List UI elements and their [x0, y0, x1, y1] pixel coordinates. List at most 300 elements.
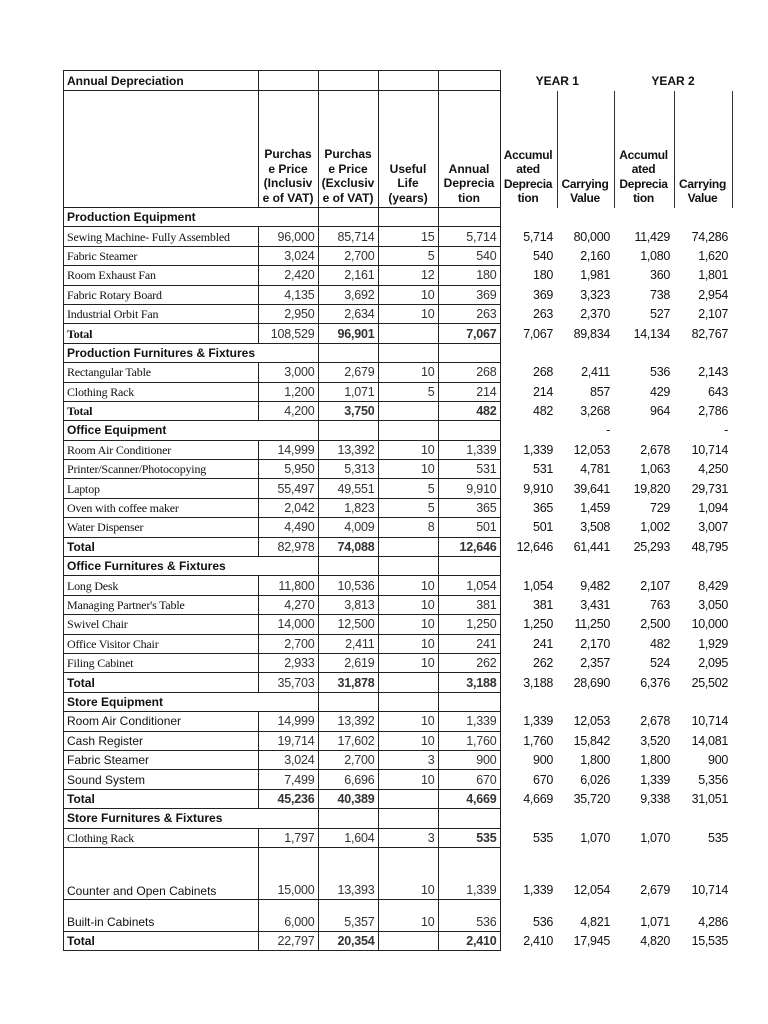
annual-depreciation: 369	[438, 285, 500, 304]
y1-accumulated-depreciation: 536	[533, 915, 554, 930]
useful-life: 10	[378, 304, 438, 323]
y2-carrying-value	[674, 557, 732, 576]
header-y1-accumulated-depreciation: Accumul ated Deprecia tion	[503, 147, 553, 205]
table-row-label: Oven with coffee maker	[64, 498, 259, 517]
table-row	[64, 899, 733, 931]
useful-life: 5	[378, 246, 438, 265]
total-row-label: Total	[64, 401, 259, 420]
section-header-label: Production Furnitures & Fixtures	[64, 343, 259, 362]
y1-carrying-value: 39,641	[573, 481, 611, 496]
purchase-price-excl-vat: 96,901	[318, 324, 378, 343]
table-row	[64, 304, 733, 323]
y1-carrying-value: 3,508	[580, 520, 611, 535]
table-row-label: Water Dispenser	[64, 518, 259, 537]
purchase-price-incl-vat: 3,024	[258, 246, 318, 265]
y1-accumulated-depreciation: 214	[533, 384, 554, 399]
annual-depreciation: 365	[438, 498, 500, 517]
y2-carrying-value: 31,051	[691, 791, 729, 806]
purchase-price-excl-vat	[318, 421, 378, 440]
table-row	[64, 828, 733, 847]
y1-carrying-value: 6,026	[580, 772, 611, 787]
table-row-label: Swivel Chair	[64, 615, 259, 634]
useful-life: 10	[378, 847, 438, 899]
purchase-price-excl-vat: 2,700	[318, 246, 378, 265]
y2-accumulated-depreciation: 524	[650, 656, 671, 671]
y1-carrying-value: 2,357	[580, 656, 611, 671]
header-y1-carrying-value: Carrying Value	[557, 91, 614, 208]
purchase-price-excl-vat: 12,500	[318, 615, 378, 634]
total-row-label: Total	[64, 673, 259, 692]
column-header-row	[64, 91, 733, 208]
y1-accumulated-depreciation: 381	[533, 598, 554, 612]
total-row-label: Total	[64, 324, 259, 343]
purchase-price-excl-vat: 17,602	[318, 731, 378, 750]
useful-life	[378, 557, 438, 576]
purchase-price-incl-vat: 35,703	[258, 673, 318, 692]
annual-depreciation: 4,669	[438, 789, 500, 808]
y2-carrying-value: 14,081	[691, 733, 729, 748]
useful-life	[378, 931, 438, 950]
y2-accumulated-depreciation: 738	[650, 287, 671, 302]
useful-life	[378, 537, 438, 556]
y1-accumulated-depreciation: 180	[533, 268, 554, 283]
section-header	[64, 421, 733, 440]
y2-accumulated-depreciation: 6,376	[640, 675, 671, 690]
purchase-price-excl-vat: 2,619	[318, 653, 378, 672]
y1-accumulated-depreciation: 1,339	[523, 442, 554, 457]
section-header	[64, 343, 733, 362]
y2-accumulated-depreciation	[614, 343, 674, 362]
purchase-price-incl-vat: 4,135	[258, 285, 318, 304]
y1-carrying-value: 17,945	[573, 934, 611, 949]
y1-carrying-value: 3,323	[580, 287, 611, 302]
annual-depreciation: 1,339	[438, 440, 500, 459]
purchase-price-incl-vat	[258, 692, 318, 711]
y1-carrying-value: 1,459	[580, 501, 611, 516]
y1-accumulated-depreciation	[500, 208, 557, 227]
y1-accumulated-depreciation	[500, 421, 557, 440]
purchase-price-excl-vat: 85,714	[318, 227, 378, 246]
table-row-label: Laptop	[64, 479, 259, 498]
y1-accumulated-depreciation: 1,339	[523, 714, 554, 729]
y2-accumulated-depreciation: 19,820	[633, 481, 671, 496]
useful-life: 12	[378, 266, 438, 285]
y2-accumulated-depreciation: 14,134	[633, 326, 671, 341]
total-row	[64, 324, 733, 343]
table-row	[64, 479, 733, 498]
y1-accumulated-depreciation	[500, 343, 557, 362]
y2-carrying-value: 2,107	[698, 307, 729, 322]
purchase-price-excl-vat: 3,813	[318, 595, 378, 614]
section-header-label: Store Furnitures & Fixtures	[64, 809, 259, 828]
annual-depreciation: 263	[438, 304, 500, 323]
y2-carrying-value: 4,250	[698, 462, 729, 477]
y1-carrying-value	[557, 557, 614, 576]
purchase-price-excl-vat: 1,071	[318, 382, 378, 401]
table-row	[64, 498, 733, 517]
table-row	[64, 770, 733, 789]
useful-life	[378, 208, 438, 227]
annual-depreciation: 1,339	[438, 847, 500, 899]
purchase-price-incl-vat: 14,999	[258, 712, 318, 731]
y1-accumulated-depreciation	[500, 692, 557, 711]
useful-life	[378, 421, 438, 440]
purchase-price-excl-vat: 13,392	[318, 440, 378, 459]
purchase-price-incl-vat: 1,200	[258, 382, 318, 401]
purchase-price-excl-vat: 13,392	[318, 712, 378, 731]
y1-accumulated-depreciation: 501	[533, 520, 554, 535]
useful-life: 10	[378, 363, 438, 382]
purchase-price-excl-vat	[318, 343, 378, 362]
annual-depreciation	[438, 343, 500, 362]
y1-accumulated-depreciation: 482	[533, 404, 554, 419]
depreciation-table	[63, 70, 733, 951]
useful-life	[378, 809, 438, 828]
y1-carrying-value: 15,842	[573, 733, 611, 748]
purchase-price-incl-vat	[258, 557, 318, 576]
total-row-label: Total	[64, 537, 259, 556]
table-row-label: Fabric Steamer	[64, 246, 259, 265]
annual-depreciation: 381	[438, 595, 500, 614]
table-row	[64, 440, 733, 459]
annual-depreciation: 900	[438, 750, 500, 769]
y2-carrying-value: 535	[708, 830, 729, 845]
header-purchase-price-incl-vat: Purchas e Price (Inclusiv e of VAT)	[258, 91, 318, 208]
purchase-price-excl-vat: 20,354	[318, 931, 378, 950]
annual-depreciation: 5,714	[438, 227, 500, 246]
purchase-price-incl-vat: 108,529	[258, 324, 318, 343]
useful-life	[378, 343, 438, 362]
useful-life: 10	[378, 440, 438, 459]
purchase-price-excl-vat: 10,536	[318, 576, 378, 595]
y2-accumulated-depreciation: 2,678	[640, 442, 671, 457]
y2-carrying-value: 4,286	[698, 915, 729, 930]
y2-accumulated-depreciation: 729	[650, 501, 671, 516]
y2-carrying-value: 2,095	[698, 656, 729, 671]
purchase-price-incl-vat: 2,950	[258, 304, 318, 323]
purchase-price-incl-vat: 45,236	[258, 789, 318, 808]
purchase-price-excl-vat: 49,551	[318, 479, 378, 498]
y1-accumulated-depreciation: 241	[533, 636, 554, 651]
section-header	[64, 809, 733, 828]
purchase-price-incl-vat: 82,978	[258, 537, 318, 556]
purchase-price-incl-vat: 96,000	[258, 227, 318, 246]
annual-depreciation: 214	[438, 382, 500, 401]
useful-life	[378, 401, 438, 420]
y2-carrying-value: 10,000	[691, 617, 729, 632]
table-row-label: Long Desk	[64, 576, 259, 595]
y1-carrying-value: 2,411	[581, 365, 611, 380]
y1-accumulated-depreciation: 12,646	[516, 539, 554, 554]
purchase-price-excl-vat: 2,679	[318, 363, 378, 382]
useful-life	[378, 692, 438, 711]
purchase-price-incl-vat	[258, 208, 318, 227]
useful-life	[378, 324, 438, 343]
y2-carrying-value: 900	[708, 753, 729, 768]
table-row-label: Sewing Machine- Fully Assembled	[64, 227, 259, 246]
annual-depreciation	[438, 809, 500, 828]
table-row-label: Cash Register	[64, 731, 259, 750]
y1-carrying-value: 4,821	[580, 915, 611, 930]
y2-accumulated-depreciation: 1,002	[640, 520, 671, 535]
y1-carrying-value: 11,250	[574, 617, 611, 632]
annual-depreciation	[438, 557, 500, 576]
y1-accumulated-depreciation: 540	[533, 248, 554, 263]
y1-accumulated-depreciation: 1,250	[523, 617, 554, 632]
table-row	[64, 227, 733, 246]
y2-carrying-value: 10,714	[691, 883, 729, 898]
useful-life: 10	[378, 731, 438, 750]
y1-carrying-value: 12,053	[573, 442, 611, 457]
purchase-price-incl-vat	[258, 343, 318, 362]
y2-accumulated-depreciation: 527	[650, 307, 671, 322]
y2-carrying-value: 10,714	[691, 442, 729, 457]
y1-carrying-value: 80,000	[573, 229, 611, 244]
y1-accumulated-depreciation	[500, 557, 557, 576]
annual-depreciation: 180	[438, 266, 500, 285]
purchase-price-excl-vat: 6,696	[318, 770, 378, 789]
y1-carrying-value: 2,170	[580, 636, 611, 651]
table-row-label: Clothing Rack	[64, 382, 259, 401]
y1-accumulated-depreciation: 1,054	[523, 578, 554, 593]
purchase-price-incl-vat: 2,700	[258, 634, 318, 653]
y1-accumulated-depreciation: 3,188	[523, 675, 554, 690]
annual-depreciation: 1,760	[438, 731, 500, 750]
annual-depreciation: 1,054	[438, 576, 500, 595]
year-1-label: YEAR 1	[535, 73, 579, 88]
table-row	[64, 595, 733, 614]
y1-accumulated-depreciation: 262	[533, 656, 554, 671]
y1-carrying-value: 12,054	[573, 883, 611, 898]
annual-depreciation: 3,188	[438, 673, 500, 692]
purchase-price-excl-vat	[318, 557, 378, 576]
y2-accumulated-depreciation: 429	[650, 384, 671, 399]
y1-accumulated-depreciation: 268	[533, 365, 554, 380]
useful-life: 10	[378, 899, 438, 931]
purchase-price-incl-vat: 11,800	[258, 576, 318, 595]
section-header-label: Store Equipment	[64, 692, 259, 711]
y2-accumulated-depreciation: 2,678	[640, 714, 671, 729]
purchase-price-incl-vat: 2,420	[258, 266, 318, 285]
table-row	[64, 750, 733, 769]
purchase-price-excl-vat: 4,009	[318, 518, 378, 537]
y2-accumulated-depreciation: 1,070	[640, 830, 671, 845]
useful-life: 5	[378, 382, 438, 401]
y2-accumulated-depreciation	[614, 809, 674, 828]
y2-accumulated-depreciation: 4,820	[640, 934, 671, 949]
table-row-label: Sound System	[64, 770, 259, 789]
annual-depreciation: 1,250	[438, 615, 500, 634]
y2-carrying-value: 2,143	[698, 365, 729, 380]
y2-accumulated-depreciation	[614, 692, 674, 711]
section-header	[64, 692, 733, 711]
purchase-price-incl-vat: 19,714	[258, 731, 318, 750]
purchase-price-excl-vat: 3,750	[318, 401, 378, 420]
purchase-price-incl-vat: 15,000	[258, 847, 318, 899]
y2-carrying-value	[674, 692, 732, 711]
y1-accumulated-depreciation: 900	[533, 753, 554, 768]
y2-carrying-value: 1,620	[698, 248, 729, 263]
purchase-price-excl-vat: 2,634	[318, 304, 378, 323]
section-header	[64, 557, 733, 576]
purchase-price-excl-vat: 13,393	[318, 847, 378, 899]
y1-accumulated-depreciation: 365	[533, 501, 554, 516]
y1-carrying-value: 857	[590, 384, 611, 399]
y1-accumulated-depreciation: 531	[533, 462, 554, 477]
y2-accumulated-depreciation: 2,107	[640, 578, 671, 593]
table-row-label: Fabric Rotary Board	[64, 285, 259, 304]
table-row-label: Room Air Conditioner	[64, 440, 259, 459]
y2-carrying-value: 3,007	[698, 520, 729, 535]
purchase-price-excl-vat	[318, 692, 378, 711]
table-row-label: Counter and Open Cabinets	[64, 847, 259, 899]
total-row-label: Total	[64, 931, 259, 950]
y2-accumulated-depreciation: 536	[650, 365, 671, 380]
y2-accumulated-depreciation: 1,063	[640, 462, 671, 477]
y2-carrying-value: 48,795	[691, 539, 729, 554]
purchase-price-incl-vat: 3,024	[258, 750, 318, 769]
table-row	[64, 576, 733, 595]
table-row-label: Managing Partner's Table	[64, 595, 259, 614]
section-header-label: Production Equipment	[64, 208, 259, 227]
purchase-price-excl-vat: 31,878	[318, 673, 378, 692]
y1-carrying-value: 3,431	[580, 598, 611, 612]
y1-carrying-value	[557, 692, 614, 711]
purchase-price-incl-vat: 22,797	[258, 931, 318, 950]
annual-depreciation: 535	[438, 828, 500, 847]
y2-accumulated-depreciation: 763	[650, 598, 671, 612]
table-row	[64, 382, 733, 401]
y1-carrying-value	[557, 343, 614, 362]
purchase-price-incl-vat	[258, 421, 318, 440]
y2-accumulated-depreciation: 11,429	[634, 229, 671, 244]
annual-depreciation: 268	[438, 363, 500, 382]
annual-depreciation: 501	[438, 518, 500, 537]
purchase-price-incl-vat: 2,042	[258, 498, 318, 517]
table-row	[64, 653, 733, 672]
useful-life: 10	[378, 634, 438, 653]
useful-life: 5	[378, 498, 438, 517]
header-annual-depreciation: Annual Deprecia tion	[438, 91, 500, 208]
y2-accumulated-depreciation: 3,520	[640, 733, 671, 748]
y2-accumulated-depreciation: 25,293	[633, 539, 671, 554]
y1-carrying-value: 1,800	[580, 753, 611, 768]
y1-accumulated-depreciation: 263	[533, 307, 554, 322]
header-useful-life: Useful Life (years)	[378, 91, 438, 208]
total-row-label: Total	[64, 789, 259, 808]
y2-carrying-value: 15,535	[691, 934, 729, 949]
purchase-price-excl-vat: 74,088	[318, 537, 378, 556]
table-row-label: Clothing Rack	[64, 828, 259, 847]
table-row	[64, 363, 733, 382]
y2-accumulated-depreciation	[614, 208, 674, 227]
y2-accumulated-depreciation: 1,800	[640, 753, 671, 768]
y2-accumulated-depreciation: 1,080	[640, 248, 671, 263]
table-row-label: Built-in Cabinets	[64, 899, 259, 931]
annual-depreciation: 262	[438, 653, 500, 672]
y1-carrying-value: 35,720	[573, 791, 611, 806]
table-row-label: Office Visitor Chair	[64, 634, 259, 653]
annual-depreciation	[438, 421, 500, 440]
purchase-price-incl-vat: 7,499	[258, 770, 318, 789]
y1-carrying-value: 9,482	[580, 578, 611, 593]
y2-carrying-value: 3,050	[698, 598, 729, 612]
purchase-price-incl-vat: 4,200	[258, 401, 318, 420]
y1-accumulated-depreciation: 1,760	[523, 733, 554, 748]
useful-life	[378, 673, 438, 692]
y1-accumulated-depreciation: 7,067	[523, 326, 554, 341]
y2-carrying-value: 1,094	[698, 501, 729, 516]
table-row-label: Room Exhaust Fan	[64, 266, 259, 285]
section-header	[64, 208, 733, 227]
total-row	[64, 673, 733, 692]
purchase-price-excl-vat: 2,161	[318, 266, 378, 285]
useful-life: 3	[378, 828, 438, 847]
table-row	[64, 266, 733, 285]
table-row-label: Fabric Steamer	[64, 750, 259, 769]
table-row	[64, 518, 733, 537]
y2-carrying-value: 5,356	[698, 772, 729, 787]
y2-carrying-value: 10,714	[691, 714, 729, 729]
y1-carrying-value: 89,834	[573, 326, 611, 341]
purchase-price-incl-vat	[258, 809, 318, 828]
table-row-label: Rectangular Table	[64, 363, 259, 382]
y1-carrying-value: 2,370	[580, 307, 611, 322]
purchase-price-incl-vat: 4,490	[258, 518, 318, 537]
y1-accumulated-depreciation: 2,410	[523, 934, 554, 949]
annual-depreciation: 241	[438, 634, 500, 653]
annual-depreciation: 12,646	[438, 537, 500, 556]
y2-accumulated-depreciation: 2,679	[640, 883, 671, 898]
annual-depreciation: 7,067	[438, 324, 500, 343]
annual-depreciation: 1,339	[438, 712, 500, 731]
annual-depreciation: 482	[438, 401, 500, 420]
y2-accumulated-depreciation: 482	[650, 636, 671, 651]
y2-carrying-value: -	[724, 423, 729, 438]
table-row	[64, 460, 733, 479]
y1-carrying-value: 28,690	[573, 675, 611, 690]
useful-life: 3	[378, 750, 438, 769]
purchase-price-excl-vat: 1,823	[318, 498, 378, 517]
y2-accumulated-depreciation: 1,071	[640, 915, 671, 930]
y1-carrying-value: -	[606, 423, 611, 438]
y2-accumulated-depreciation: 964	[650, 404, 671, 419]
annual-depreciation: 536	[438, 899, 500, 931]
purchase-price-excl-vat: 5,357	[318, 899, 378, 931]
y1-accumulated-depreciation: 535	[533, 830, 554, 845]
table-row	[64, 615, 733, 634]
annual-depreciation: 540	[438, 246, 500, 265]
y1-carrying-value: 61,441	[573, 539, 611, 554]
useful-life: 10	[378, 576, 438, 595]
y1-accumulated-depreciation: 5,714	[523, 229, 554, 244]
table-row-label: Filing Cabinet	[64, 653, 259, 672]
useful-life: 10	[378, 770, 438, 789]
table-row	[64, 285, 733, 304]
purchase-price-incl-vat: 6,000	[258, 899, 318, 931]
purchase-price-incl-vat: 5,950	[258, 460, 318, 479]
useful-life: 8	[378, 518, 438, 537]
y2-carrying-value: 25,502	[691, 675, 729, 690]
y1-accumulated-depreciation: 9,910	[523, 481, 554, 496]
y1-carrying-value	[557, 809, 614, 828]
header-purchase-price-excl-vat: Purchas e Price (Exclusiv e of VAT)	[318, 91, 378, 208]
y2-accumulated-depreciation	[614, 557, 674, 576]
y2-carrying-value	[674, 809, 732, 828]
useful-life	[378, 789, 438, 808]
y2-carrying-value: 74,286	[691, 229, 729, 244]
useful-life: 10	[378, 712, 438, 731]
